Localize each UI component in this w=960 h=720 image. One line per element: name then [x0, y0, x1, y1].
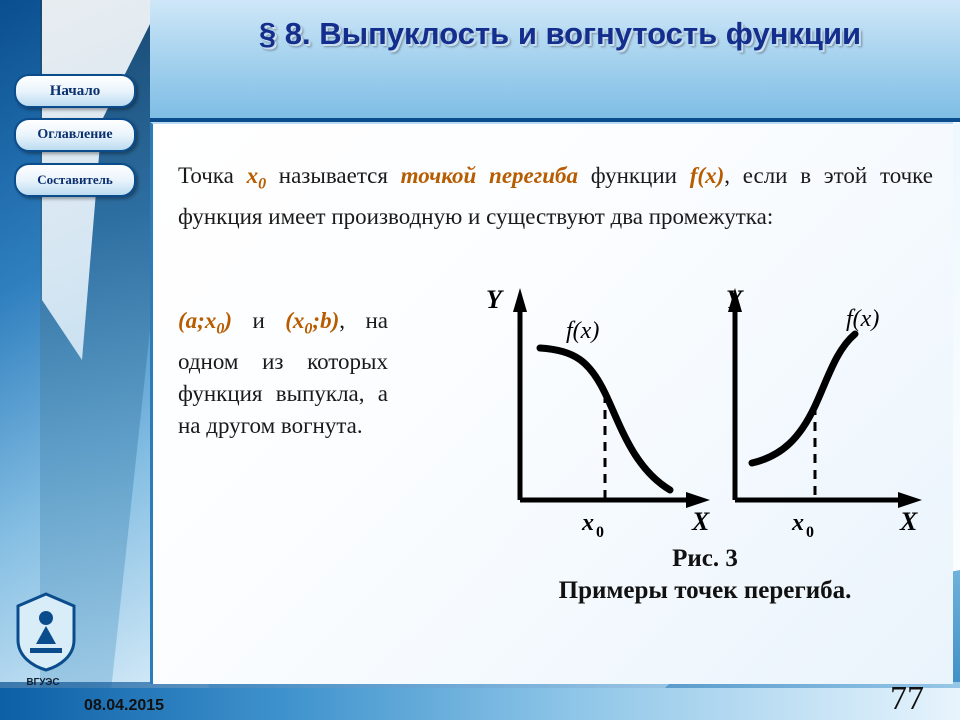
right-chart-x-label: X: [900, 507, 918, 536]
para1-term-inflection: точкой перегиба: [400, 163, 579, 188]
right-chart-y-label: Y: [726, 285, 742, 314]
para1-symbol-fx: f(x): [689, 163, 725, 188]
definition-paragraph: [178, 160, 933, 233]
left-chart-tick-sub: 0: [596, 524, 604, 541]
left-chart-curve-label: f(x): [566, 318, 600, 344]
left-chart-tick-label: x: [582, 510, 594, 536]
para2-interval-left: $(a;x_0)$: [178, 308, 233, 338]
university-emblem-icon: [14, 592, 78, 672]
left-chart-y-label: Y: [486, 285, 502, 314]
nav-contents-label: Оглавление: [37, 127, 113, 142]
right-chart: [726, 285, 922, 541]
para1-text-1: Точка: [178, 163, 247, 188]
figure-inflection-examples: [470, 278, 940, 578]
figure-caption: [470, 543, 940, 607]
page-number: 77: [890, 680, 924, 717]
sidebar-item-author[interactable]: [14, 163, 136, 197]
nav-home-label: Начало: [49, 82, 101, 99]
sidebar-item-home[interactable]: [14, 74, 136, 108]
para2-text-1: и: [232, 308, 286, 333]
left-chart-x-label: X: [692, 507, 710, 536]
figure-svg: [470, 278, 940, 578]
right-chart-tick-label: x: [792, 510, 804, 536]
figure-caption-line2: Примеры точек перегиба.: [558, 577, 852, 604]
figure-caption-line1: Рис. 3: [672, 545, 738, 572]
para2-interval-right: $(x_0;b)$: [285, 308, 340, 338]
right-chart-curve-label: f(x): [846, 306, 880, 332]
para1-text-4: , если в этой точке функция имеет производную и существуют два промежутка:: [178, 163, 933, 229]
nav-author-label: Составитель: [37, 172, 113, 187]
para1-text-3: функции: [578, 163, 690, 188]
right-chart-tick-sub: 0: [806, 524, 814, 541]
para2-text-2: , на одном из которых функция выпукла, а на другом вогнута.: [178, 308, 388, 438]
left-chart: [486, 285, 710, 541]
para1-symbol-x0: $x_0$: [246, 163, 267, 193]
sidebar-item-contents[interactable]: [14, 118, 136, 152]
slide-date: 08.04.2015: [84, 697, 165, 714]
page-title: § 8. Выпуклость и вогнутость функции: [258, 16, 862, 51]
para1-text-2: называется: [266, 163, 401, 188]
emblem-label: ВГУЭС: [26, 677, 60, 688]
intervals-paragraph: [178, 305, 388, 442]
